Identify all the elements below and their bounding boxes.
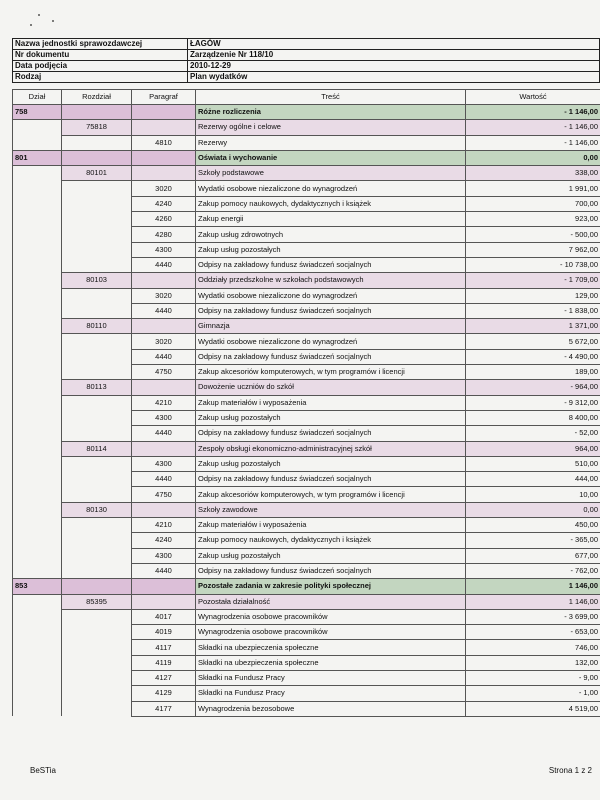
paragraf-code: 4750 [132,487,196,502]
paragraf-row [13,426,600,441]
paragraf-cell [132,120,196,135]
dzial-cell [13,518,62,533]
rozdzial-cell [62,410,132,425]
rozdzial-row [13,441,600,456]
tresc-cell: Odpisy na zakładowy fundusz świadczeń socjalnych [196,426,466,441]
paragraf-row [13,410,600,425]
wartosc-cell: - 762,00 [466,563,600,578]
wartosc-cell: 0,00 [466,150,600,165]
paragraf-code: 3020 [132,334,196,349]
tresc-cell: Wydatki osobowe niezaliczone do wynagrodzeń [196,181,466,196]
wartosc-cell: - 1 146,00 [466,120,600,135]
paragraf-row [13,548,600,563]
info-key: Nazwa jednostki sprawozdawczej [13,39,188,50]
dzial-cell [13,563,62,578]
dzial-cell [13,426,62,441]
wartosc-cell: 964,00 [466,441,600,456]
paragraf-cell [132,105,196,120]
rozdzial-cell [62,686,132,701]
dzial-cell [13,288,62,303]
dzial-cell [13,548,62,563]
rozdzial-row [13,380,600,395]
tresc-cell: Zakup materiałów i wyposażenia [196,395,466,410]
tresc-cell: Zakup materiałów i wyposażenia [196,518,466,533]
dzial-cell [13,410,62,425]
rozdzial-code: 75818 [62,120,132,135]
rozdzial-cell [62,579,132,594]
wartosc-cell: - 653,00 [466,625,600,640]
rozdzial-cell [62,472,132,487]
paragraf-code: 3020 [132,288,196,303]
info-key: Rodzaj [13,72,188,83]
paragraf-row [13,518,600,533]
wartosc-cell: 1 371,00 [466,319,600,334]
rozdzial-cell [62,395,132,410]
rozdzial-cell [62,426,132,441]
paragraf-row [13,640,600,655]
dzial-cell [13,594,62,609]
dzial-cell [13,701,62,716]
table-header-row [13,90,600,105]
tresc-cell: Zakup akcesoriów komputerowych, w tym programów i licencji [196,487,466,502]
wartosc-cell: 4 519,00 [466,701,600,716]
rozdzial-cell [62,655,132,670]
dzial-cell [13,380,62,395]
tresc-cell: Wydatki osobowe niezaliczone do wynagrodzeń [196,334,466,349]
column-header-tresc: Treść [196,90,466,105]
wartosc-cell: 677,00 [466,548,600,563]
paragraf-code: 4017 [132,609,196,624]
tresc-cell: Odpisy na zakładowy fundusz świadczeń socjalnych [196,349,466,364]
expenditure-plan-table [12,89,600,717]
rozdzial-cell [62,150,132,165]
wartosc-cell: - 3 699,00 [466,609,600,624]
dzial-cell [13,120,62,135]
dzial-cell [13,181,62,196]
paragraf-code: 4280 [132,227,196,242]
rozdzial-cell [62,242,132,257]
paragraf-code: 4240 [132,196,196,211]
tresc-cell: Zakup akcesoriów komputerowych, w tym programów i licencji [196,365,466,380]
rozdzial-row [13,502,600,517]
paragraf-code: 4440 [132,303,196,318]
dzial-code: 758 [13,105,62,120]
paragraf-code: 4129 [132,686,196,701]
paragraf-row [13,456,600,471]
dzial-row [13,579,600,594]
paragraf-code: 4019 [132,625,196,640]
paragraf-cell [132,273,196,288]
dzial-cell [13,487,62,502]
paragraf-row [13,212,600,227]
tresc-cell: Oddziały przedszkolne w szkołach podstawowych [196,273,466,288]
paragraf-code: 3020 [132,181,196,196]
tresc-cell: Zakup pomocy naukowych, dydaktycznych i książek [196,533,466,548]
rozdzial-cell [62,288,132,303]
wartosc-cell: - 1 709,00 [466,273,600,288]
info-value: Plan wydatków [188,72,600,83]
paragraf-code: 4440 [132,349,196,364]
tresc-cell: Zakup usług pozostałych [196,242,466,257]
paragraf-row [13,227,600,242]
scan-speck [30,24,32,26]
paragraf-cell [132,380,196,395]
wartosc-cell: - 52,00 [466,426,600,441]
paragraf-cell [132,319,196,334]
rozdzial-cell [62,456,132,471]
info-row [13,61,600,72]
tresc-cell: Pozostała działalność [196,594,466,609]
dzial-cell [13,655,62,670]
rozdzial-cell [62,563,132,578]
paragraf-code: 4127 [132,670,196,685]
rozdzial-cell [62,181,132,196]
dzial-cell [13,640,62,655]
tresc-cell: Zespoły obsługi ekonomiczno-administracyjnej szkół [196,441,466,456]
tresc-cell: Różne rozliczenia [196,105,466,120]
paragraf-row [13,181,600,196]
wartosc-cell: - 1 146,00 [466,105,600,120]
wartosc-cell: 450,00 [466,518,600,533]
dzial-cell [13,166,62,181]
paragraf-row [13,288,600,303]
column-header-paragraf: Paragraf [132,90,196,105]
tresc-cell: Rezerwy ogólne i celowe [196,120,466,135]
rozdzial-cell [62,533,132,548]
paragraf-code: 4300 [132,242,196,257]
tresc-cell: Zakup pomocy naukowych, dydaktycznych i książek [196,196,466,211]
rozdzial-cell [62,670,132,685]
paragraf-row [13,472,600,487]
tresc-cell: Wynagrodzenia osobowe pracowników [196,609,466,624]
dzial-code: 853 [13,579,62,594]
tresc-cell: Zakup energii [196,212,466,227]
wartosc-cell: 10,00 [466,487,600,502]
scan-speck [52,20,54,22]
info-row [13,50,600,61]
info-value: Zarządzenie Nr 118/10 [188,50,600,61]
rozdzial-code: 80113 [62,380,132,395]
paragraf-row [13,625,600,640]
dzial-cell [13,395,62,410]
dzial-cell [13,609,62,624]
rozdzial-cell [62,548,132,563]
rozdzial-row [13,594,600,609]
rozdzial-cell [62,303,132,318]
wartosc-cell: 746,00 [466,640,600,655]
tresc-cell: Składki na Fundusz Pracy [196,686,466,701]
rozdzial-cell [62,334,132,349]
wartosc-cell: 444,00 [466,472,600,487]
wartosc-cell: 510,00 [466,456,600,471]
dzial-cell [13,349,62,364]
paragraf-row [13,609,600,624]
rozdzial-cell [62,212,132,227]
wartosc-cell: 923,00 [466,212,600,227]
paragraf-row [13,701,600,716]
rozdzial-cell [62,365,132,380]
column-header-dzial: Dział [13,90,62,105]
dzial-cell [13,334,62,349]
dzial-cell [13,212,62,227]
rozdzial-code: 85395 [62,594,132,609]
dzial-cell [13,242,62,257]
dzial-cell [13,502,62,517]
paragraf-code: 4300 [132,548,196,563]
tresc-cell: Szkoły podstawowe [196,166,466,181]
paragraf-code: 4440 [132,472,196,487]
tresc-cell: Odpisy na zakładowy fundusz świadczeń socjalnych [196,472,466,487]
paragraf-cell [132,502,196,517]
wartosc-cell: 1 146,00 [466,579,600,594]
rozdzial-row [13,319,600,334]
wartosc-cell: 8 400,00 [466,410,600,425]
rozdzial-code: 80130 [62,502,132,517]
wartosc-cell: 7 962,00 [466,242,600,257]
dzial-cell [13,257,62,272]
paragraf-row [13,365,600,380]
wartosc-cell: - 365,00 [466,533,600,548]
rozdzial-cell [62,625,132,640]
tresc-cell: Zakup usług pozostałych [196,456,466,471]
dzial-cell [13,670,62,685]
tresc-cell: Odpisy na zakładowy fundusz świadczeń socjalnych [196,257,466,272]
wartosc-cell: - 9,00 [466,670,600,685]
paragraf-row [13,670,600,685]
dzial-cell [13,472,62,487]
rozdzial-cell [62,196,132,211]
paragraf-row [13,655,600,670]
paragraf-code: 4300 [132,410,196,425]
paragraf-code: 4810 [132,135,196,150]
paragraf-row [13,257,600,272]
wartosc-cell: 338,00 [466,166,600,181]
tresc-cell: Odpisy na zakładowy fundusz świadczeń socjalnych [196,303,466,318]
paragraf-cell [132,150,196,165]
paragraf-row [13,135,600,150]
tresc-cell: Dowożenie uczniów do szkół [196,380,466,395]
wartosc-cell: - 4 490,00 [466,349,600,364]
dzial-code: 801 [13,150,62,165]
paragraf-row [13,334,600,349]
rozdzial-cell [62,349,132,364]
dzial-cell [13,135,62,150]
rozdzial-code: 80114 [62,441,132,456]
footer-software-name: BeSTia [30,766,56,775]
paragraf-code: 4750 [132,365,196,380]
rozdzial-code: 80103 [62,273,132,288]
tresc-cell: Zakup usług zdrowotnych [196,227,466,242]
info-row [13,39,600,50]
rozdzial-cell [62,609,132,624]
paragraf-row [13,242,600,257]
rozdzial-code: 80110 [62,319,132,334]
dzial-cell [13,273,62,288]
rozdzial-row [13,273,600,288]
tresc-cell: Składki na ubezpieczenia społeczne [196,640,466,655]
paragraf-code: 4210 [132,395,196,410]
paragraf-code: 4177 [132,701,196,716]
wartosc-cell: 1 991,00 [466,181,600,196]
wartosc-cell: 132,00 [466,655,600,670]
rozdzial-cell [62,518,132,533]
rozdzial-cell [62,135,132,150]
info-key: Data podjęcia [13,61,188,72]
paragraf-cell [132,579,196,594]
wartosc-cell: - 964,00 [466,380,600,395]
wartosc-cell: - 10 738,00 [466,257,600,272]
tresc-cell: Pozostałe zadania w zakresie polityki społecznej [196,579,466,594]
tresc-cell: Składki na ubezpieczenia społeczne [196,655,466,670]
paragraf-code: 4117 [132,640,196,655]
paragraf-code: 4240 [132,533,196,548]
dzial-cell [13,625,62,640]
dzial-cell [13,365,62,380]
rozdzial-cell [62,227,132,242]
dzial-cell [13,196,62,211]
dzial-cell [13,303,62,318]
rozdzial-row [13,120,600,135]
wartosc-cell: - 1 146,00 [466,135,600,150]
tresc-cell: Wydatki osobowe niezaliczone do wynagrodzeń [196,288,466,303]
dzial-cell [13,533,62,548]
tresc-cell: Zakup usług pozostałych [196,548,466,563]
paragraf-row [13,487,600,502]
tresc-cell: Oświata i wychowanie [196,150,466,165]
tresc-cell: Wynagrodzenia osobowe pracowników [196,625,466,640]
wartosc-cell: - 9 312,00 [466,395,600,410]
info-value: ŁAGÓW [188,39,600,50]
rozdzial-cell [62,640,132,655]
rozdzial-row [13,166,600,181]
tresc-cell: Wynagrodzenia bezosobowe [196,701,466,716]
dzial-cell [13,686,62,701]
tresc-cell: Rezerwy [196,135,466,150]
paragraf-code: 4260 [132,212,196,227]
scan-speck [38,14,40,16]
wartosc-cell: 700,00 [466,196,600,211]
column-header-rozdzial: Rozdział [62,90,132,105]
dzial-row [13,150,600,165]
paragraf-cell [132,441,196,456]
tresc-cell: Odpisy na zakładowy fundusz świadczeń socjalnych [196,563,466,578]
info-value: 2010-12-29 [188,61,600,72]
paragraf-row [13,686,600,701]
wartosc-cell: 5 672,00 [466,334,600,349]
paragraf-code: 4440 [132,257,196,272]
info-row [13,72,600,83]
rozdzial-cell [62,105,132,120]
column-header-wartosc: Wartość [466,90,600,105]
wartosc-cell: 129,00 [466,288,600,303]
rozdzial-cell [62,487,132,502]
paragraf-cell [132,594,196,609]
paragraf-row [13,196,600,211]
paragraf-code: 4440 [132,426,196,441]
tresc-cell: Składki na Fundusz Pracy [196,670,466,685]
rozdzial-cell [62,257,132,272]
tresc-cell: Szkoły zawodowe [196,502,466,517]
paragraf-row [13,349,600,364]
info-key: Nr dokumentu [13,50,188,61]
dzial-cell [13,227,62,242]
document-info-table [12,38,600,83]
paragraf-row [13,395,600,410]
paragraf-row [13,533,600,548]
wartosc-cell: 189,00 [466,365,600,380]
wartosc-cell: 1 146,00 [466,594,600,609]
wartosc-cell: 0,00 [466,502,600,517]
tresc-cell: Zakup usług pozostałych [196,410,466,425]
dzial-cell [13,319,62,334]
wartosc-cell: - 1,00 [466,686,600,701]
wartosc-cell: - 1 838,00 [466,303,600,318]
rozdzial-code: 80101 [62,166,132,181]
dzial-cell [13,456,62,471]
dzial-cell [13,441,62,456]
paragraf-code: 4210 [132,518,196,533]
paragraf-cell [132,166,196,181]
paragraf-code: 4119 [132,655,196,670]
rozdzial-cell [62,701,132,716]
paragraf-code: 4440 [132,563,196,578]
dzial-row [13,105,600,120]
paragraf-code: 4300 [132,456,196,471]
footer-page-number: Strona 1 z 2 [548,766,592,775]
wartosc-cell: - 500,00 [466,227,600,242]
tresc-cell: Gimnazja [196,319,466,334]
paragraf-row [13,563,600,578]
paragraf-row [13,303,600,318]
